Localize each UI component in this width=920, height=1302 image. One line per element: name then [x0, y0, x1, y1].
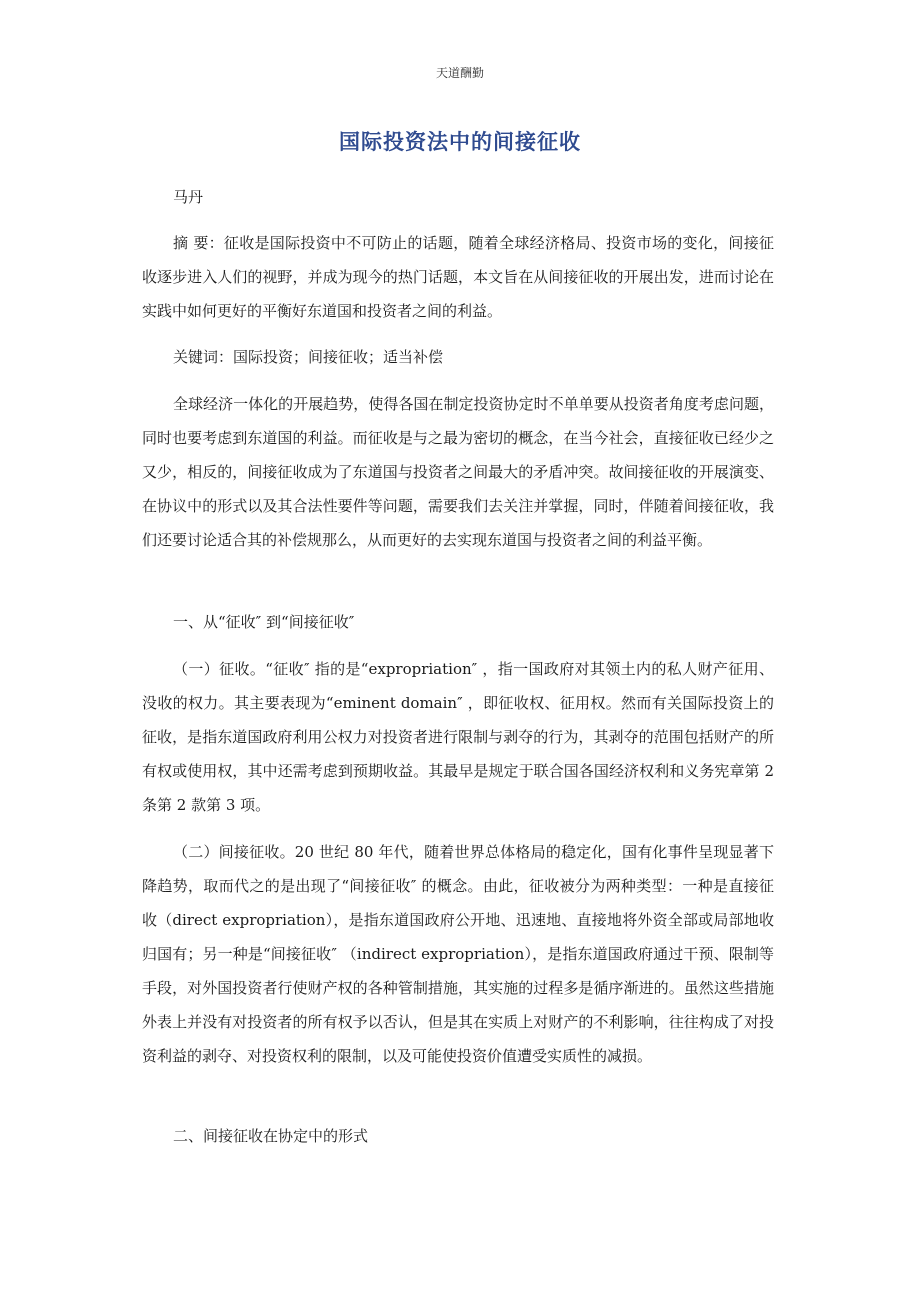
author-block	[142, 180, 774, 214]
abstract-block	[142, 226, 774, 328]
section1-heading-block	[142, 605, 774, 639]
keywords-line: 关键词：国际投资；间接征收；适当补偿	[173, 348, 444, 366]
document-title: 国际投资法中的间接征收	[339, 130, 581, 154]
section1-paragraph-2: （二）间接征收。20 世纪 80 年代，随着世界总体格局的稳定化，国有化事件呈现显著下降趋势，取而代之的是出现了“间接征收″ 的概念。由此，征收被分为两种类型：一种是直接征收（direct expropriation），是指东道国政府公开地、迅速地、直接地将外资全部或局部地收归国有；另一种是“间接征收″ （indirect expropriation），是指东道国政府通过干预、限制等手段，对外国投资者行使财产权的各种管制措施，其实施的过程多是循序渐进的。虽然这些措施外表上并没有对投资者的所有权予以否认，但是其在实质上对财产的不利影响，往往构成了对投资利益的剥夺、对投资权利的限制，以及可能使投资价值遭受实质性的减损。	[142, 843, 774, 1065]
abstract-paragraph: 摘 要：征收是国际投资中不可防止的话题，随着全球经济格局、投资市场的变化，间接征收逐步进入人们的视野，并成为现今的热门话题，本文旨在从间接征收的开展出发，进而讨论在实践中如何更好的平衡好东道国和投资者之间的利益。	[142, 234, 774, 320]
section1-paragraph-1: （一）征收。“征收″ 指的是“expropriation″ ，指一国政府对其领土内的私人财产征用、没收的权力。其主要表现为“eminent domain″ ，即征收权、征用权。然而有关国际投资上的征收，是指东道国政府利用公权力对投资者进行限制与剥夺的行为，其剥夺的范围包括财产的所有权或使用权，其中还需考虑到预期收益。其最早是规定于联合国各国经济权利和义务宪章第 2 条第 2 款第 3 项。	[142, 660, 774, 814]
intro-paragraph: 全球经济一体化的开展趋势，使得各国在制定投资协定时不单单要从投资者角度考虑问题，同时也要考虑到东道国的利益。而征收是与之最为密切的概念，在当今社会，直接征收已经少之又少，相反的，间接征收成为了东道国与投资者之间最大的矛盾冲突。故间接征收的开展演变、在协议中的形式以及其合法性要件等问题，需要我们去关注并掌握，同时，伴随着间接征收，我们还要讨论适合其的补偿规那么，从而更好的去实现东道国与投资者之间的利益平衡。	[142, 395, 774, 549]
section1-p1-block	[142, 652, 774, 822]
intro-block	[142, 387, 774, 557]
page-header: 天道酬勤	[435, 66, 484, 80]
author-name: 马丹	[173, 188, 204, 206]
keywords-block	[142, 340, 774, 374]
section1-heading: 一、从“征收″ 到“间接征收″	[173, 613, 355, 631]
section1-p2-block	[142, 835, 774, 1073]
section2-heading-block	[142, 1119, 774, 1153]
section2-heading: 二、间接征收在协定中的形式	[173, 1127, 369, 1145]
